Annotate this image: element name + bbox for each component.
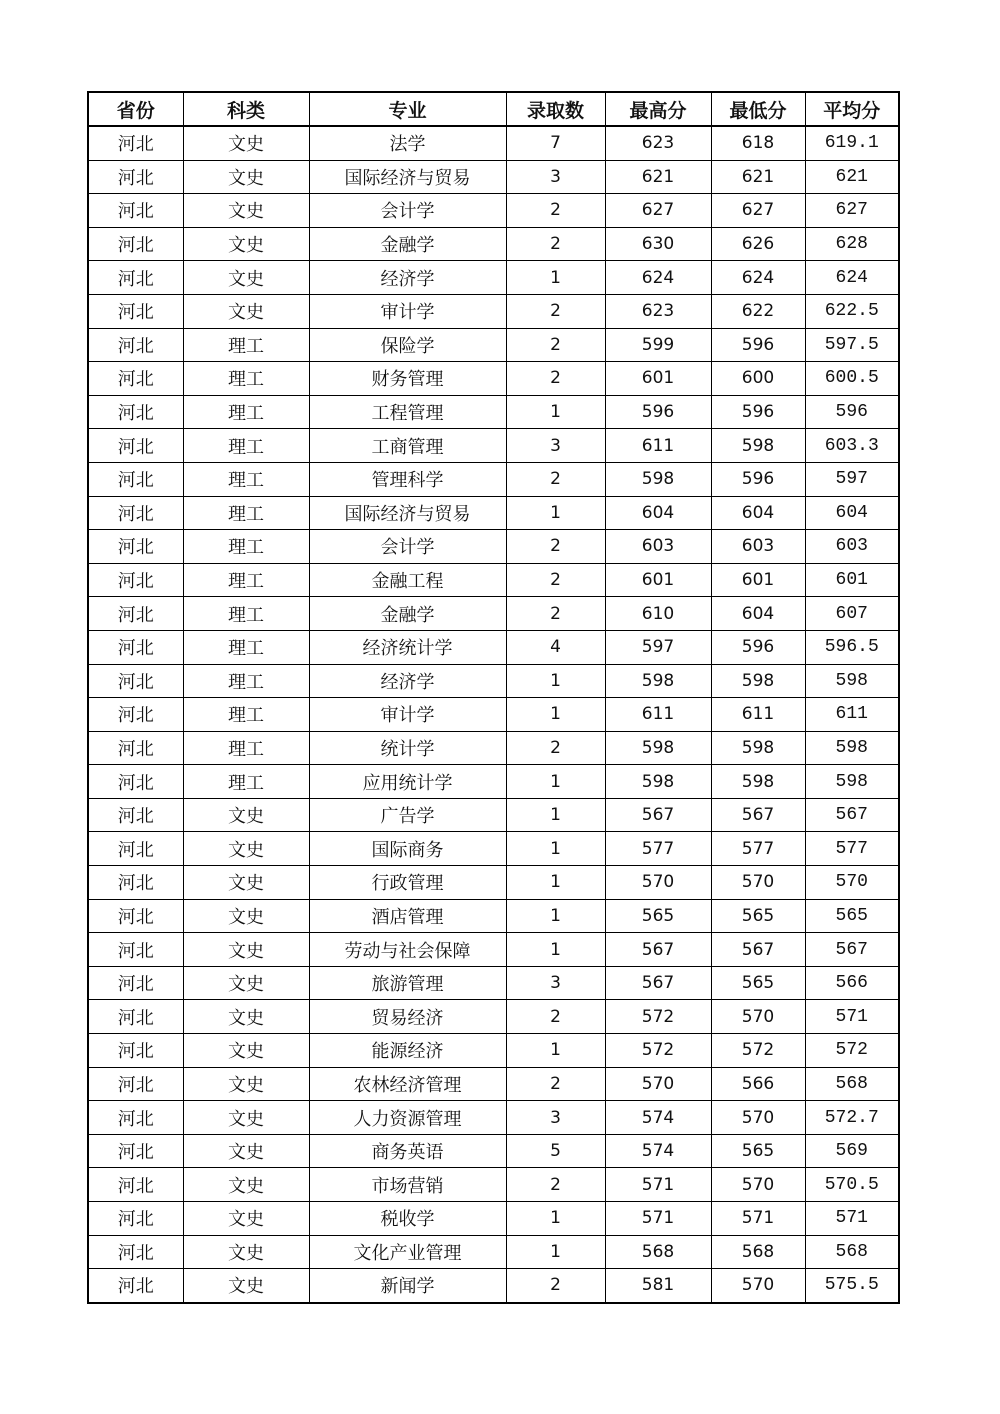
cell-category: 文史 bbox=[183, 1134, 309, 1168]
cell-major: 旅游管理 bbox=[309, 966, 506, 1000]
header-highest-score: 最高分 bbox=[605, 92, 711, 126]
cell-average-score: 600.5 bbox=[805, 362, 899, 396]
cell-admitted-count: 1 bbox=[506, 664, 605, 698]
cell-category: 理工 bbox=[183, 765, 309, 799]
cell-major: 会计学 bbox=[309, 194, 506, 228]
table-row bbox=[88, 899, 899, 933]
cell-province: 河北 bbox=[88, 866, 183, 900]
cell-average-score: 566 bbox=[805, 966, 899, 1000]
table-row bbox=[88, 160, 899, 194]
cell-highest-score: 581 bbox=[605, 1269, 711, 1303]
table-row bbox=[88, 429, 899, 463]
cell-category: 文史 bbox=[183, 1235, 309, 1269]
cell-average-score: 627 bbox=[805, 194, 899, 228]
cell-average-score: 575.5 bbox=[805, 1269, 899, 1303]
cell-lowest-score: 566 bbox=[711, 1067, 805, 1101]
cell-major: 经济学 bbox=[309, 664, 506, 698]
cell-category: 理工 bbox=[183, 328, 309, 362]
cell-lowest-score: 565 bbox=[711, 966, 805, 1000]
cell-lowest-score: 598 bbox=[711, 664, 805, 698]
cell-province: 河北 bbox=[88, 328, 183, 362]
cell-lowest-score: 626 bbox=[711, 227, 805, 261]
cell-major: 应用统计学 bbox=[309, 765, 506, 799]
cell-province: 河北 bbox=[88, 261, 183, 295]
header-major: 专业 bbox=[309, 92, 506, 126]
cell-average-score: 568 bbox=[805, 1235, 899, 1269]
cell-lowest-score: 570 bbox=[711, 1269, 805, 1303]
cell-admitted-count: 2 bbox=[506, 1269, 605, 1303]
table-row bbox=[88, 866, 899, 900]
cell-admitted-count: 2 bbox=[506, 1000, 605, 1034]
cell-province: 河北 bbox=[88, 429, 183, 463]
cell-major: 工程管理 bbox=[309, 395, 506, 429]
cell-major: 工商管理 bbox=[309, 429, 506, 463]
cell-highest-score: 574 bbox=[605, 1101, 711, 1135]
cell-category: 理工 bbox=[183, 664, 309, 698]
cell-major: 财务管理 bbox=[309, 362, 506, 396]
cell-lowest-score: 618 bbox=[711, 126, 805, 160]
cell-province: 河北 bbox=[88, 664, 183, 698]
admission-score-table bbox=[87, 91, 900, 1304]
cell-highest-score: 610 bbox=[605, 597, 711, 631]
cell-admitted-count: 2 bbox=[506, 563, 605, 597]
table-row bbox=[88, 798, 899, 832]
cell-province: 河北 bbox=[88, 1034, 183, 1068]
cell-province: 河北 bbox=[88, 1000, 183, 1034]
cell-highest-score: 621 bbox=[605, 160, 711, 194]
cell-highest-score: 601 bbox=[605, 362, 711, 396]
cell-category: 理工 bbox=[183, 731, 309, 765]
table-row bbox=[88, 1202, 899, 1236]
cell-lowest-score: 570 bbox=[711, 1101, 805, 1135]
cell-category: 文史 bbox=[183, 1269, 309, 1303]
cell-province: 河北 bbox=[88, 698, 183, 732]
cell-lowest-score: 570 bbox=[711, 1168, 805, 1202]
cell-highest-score: 611 bbox=[605, 429, 711, 463]
cell-lowest-score: 596 bbox=[711, 630, 805, 664]
cell-average-score: 622.5 bbox=[805, 294, 899, 328]
cell-admitted-count: 5 bbox=[506, 1134, 605, 1168]
cell-category: 理工 bbox=[183, 563, 309, 597]
cell-major: 保险学 bbox=[309, 328, 506, 362]
cell-admitted-count: 2 bbox=[506, 530, 605, 564]
cell-lowest-score: 596 bbox=[711, 395, 805, 429]
cell-province: 河北 bbox=[88, 933, 183, 967]
cell-province: 河北 bbox=[88, 1269, 183, 1303]
cell-category: 文史 bbox=[183, 126, 309, 160]
cell-province: 河北 bbox=[88, 530, 183, 564]
table-row bbox=[88, 698, 899, 732]
cell-admitted-count: 1 bbox=[506, 798, 605, 832]
cell-average-score: 570 bbox=[805, 866, 899, 900]
cell-major: 农林经济管理 bbox=[309, 1067, 506, 1101]
cell-average-score: 596 bbox=[805, 395, 899, 429]
cell-average-score: 568 bbox=[805, 1067, 899, 1101]
cell-major: 广告学 bbox=[309, 798, 506, 832]
cell-lowest-score: 596 bbox=[711, 462, 805, 496]
cell-highest-score: 571 bbox=[605, 1202, 711, 1236]
cell-admitted-count: 1 bbox=[506, 698, 605, 732]
cell-category: 理工 bbox=[183, 429, 309, 463]
cell-average-score: 565 bbox=[805, 899, 899, 933]
cell-category: 文史 bbox=[183, 194, 309, 228]
cell-average-score: 570.5 bbox=[805, 1168, 899, 1202]
table-row bbox=[88, 765, 899, 799]
cell-admitted-count: 1 bbox=[506, 933, 605, 967]
cell-admitted-count: 2 bbox=[506, 194, 605, 228]
cell-average-score: 597.5 bbox=[805, 328, 899, 362]
cell-admitted-count: 1 bbox=[506, 1034, 605, 1068]
cell-lowest-score: 598 bbox=[711, 765, 805, 799]
cell-lowest-score: 596 bbox=[711, 328, 805, 362]
cell-average-score: 572.7 bbox=[805, 1101, 899, 1135]
table-row bbox=[88, 462, 899, 496]
cell-admitted-count: 1 bbox=[506, 832, 605, 866]
cell-province: 河北 bbox=[88, 563, 183, 597]
cell-average-score: 628 bbox=[805, 227, 899, 261]
cell-province: 河北 bbox=[88, 1235, 183, 1269]
cell-category: 文史 bbox=[183, 1067, 309, 1101]
cell-lowest-score: 627 bbox=[711, 194, 805, 228]
cell-major: 审计学 bbox=[309, 294, 506, 328]
cell-category: 理工 bbox=[183, 630, 309, 664]
cell-highest-score: 567 bbox=[605, 798, 711, 832]
cell-admitted-count: 1 bbox=[506, 395, 605, 429]
cell-major: 国际商务 bbox=[309, 832, 506, 866]
cell-highest-score: 574 bbox=[605, 1134, 711, 1168]
cell-highest-score: 598 bbox=[605, 664, 711, 698]
table-row bbox=[88, 1235, 899, 1269]
cell-average-score: 611 bbox=[805, 698, 899, 732]
cell-category: 文史 bbox=[183, 1101, 309, 1135]
cell-average-score: 607 bbox=[805, 597, 899, 631]
table-row bbox=[88, 1168, 899, 1202]
cell-admitted-count: 3 bbox=[506, 429, 605, 463]
cell-province: 河北 bbox=[88, 1134, 183, 1168]
cell-category: 理工 bbox=[183, 496, 309, 530]
cell-average-score: 572 bbox=[805, 1034, 899, 1068]
cell-average-score: 621 bbox=[805, 160, 899, 194]
table-row bbox=[88, 966, 899, 1000]
cell-admitted-count: 2 bbox=[506, 462, 605, 496]
header-province: 省份 bbox=[88, 92, 183, 126]
cell-highest-score: 603 bbox=[605, 530, 711, 564]
cell-average-score: 624 bbox=[805, 261, 899, 295]
cell-average-score: 598 bbox=[805, 731, 899, 765]
cell-highest-score: 598 bbox=[605, 765, 711, 799]
cell-average-score: 598 bbox=[805, 765, 899, 799]
cell-category: 文史 bbox=[183, 899, 309, 933]
cell-lowest-score: 600 bbox=[711, 362, 805, 396]
cell-admitted-count: 2 bbox=[506, 597, 605, 631]
cell-admitted-count: 2 bbox=[506, 362, 605, 396]
cell-lowest-score: 572 bbox=[711, 1034, 805, 1068]
cell-province: 河北 bbox=[88, 496, 183, 530]
cell-province: 河北 bbox=[88, 1168, 183, 1202]
cell-category: 理工 bbox=[183, 462, 309, 496]
cell-admitted-count: 1 bbox=[506, 866, 605, 900]
cell-lowest-score: 565 bbox=[711, 899, 805, 933]
cell-average-score: 601 bbox=[805, 563, 899, 597]
cell-admitted-count: 1 bbox=[506, 261, 605, 295]
header-lowest-score: 最低分 bbox=[711, 92, 805, 126]
cell-lowest-score: 611 bbox=[711, 698, 805, 732]
cell-average-score: 597 bbox=[805, 462, 899, 496]
cell-major: 国际经济与贸易 bbox=[309, 160, 506, 194]
table-row bbox=[88, 395, 899, 429]
cell-major: 经济学 bbox=[309, 261, 506, 295]
cell-lowest-score: 624 bbox=[711, 261, 805, 295]
cell-category: 文史 bbox=[183, 160, 309, 194]
cell-lowest-score: 567 bbox=[711, 933, 805, 967]
cell-admitted-count: 2 bbox=[506, 294, 605, 328]
cell-province: 河北 bbox=[88, 294, 183, 328]
cell-average-score: 604 bbox=[805, 496, 899, 530]
table-row bbox=[88, 362, 899, 396]
cell-lowest-score: 604 bbox=[711, 496, 805, 530]
cell-admitted-count: 1 bbox=[506, 765, 605, 799]
cell-admitted-count: 2 bbox=[506, 1067, 605, 1101]
cell-average-score: 571 bbox=[805, 1202, 899, 1236]
cell-lowest-score: 604 bbox=[711, 597, 805, 631]
cell-major: 市场营销 bbox=[309, 1168, 506, 1202]
cell-admitted-count: 1 bbox=[506, 899, 605, 933]
cell-province: 河北 bbox=[88, 1067, 183, 1101]
cell-highest-score: 570 bbox=[605, 866, 711, 900]
cell-major: 人力资源管理 bbox=[309, 1101, 506, 1135]
cell-major: 会计学 bbox=[309, 530, 506, 564]
cell-average-score: 571 bbox=[805, 1000, 899, 1034]
cell-province: 河北 bbox=[88, 899, 183, 933]
cell-highest-score: 611 bbox=[605, 698, 711, 732]
cell-lowest-score: 621 bbox=[711, 160, 805, 194]
table-row bbox=[88, 1134, 899, 1168]
cell-lowest-score: 570 bbox=[711, 1000, 805, 1034]
cell-lowest-score: 570 bbox=[711, 866, 805, 900]
cell-highest-score: 597 bbox=[605, 630, 711, 664]
cell-province: 河北 bbox=[88, 765, 183, 799]
cell-major: 金融学 bbox=[309, 597, 506, 631]
cell-major: 商务英语 bbox=[309, 1134, 506, 1168]
cell-category: 文史 bbox=[183, 933, 309, 967]
cell-category: 文史 bbox=[183, 966, 309, 1000]
cell-category: 文史 bbox=[183, 294, 309, 328]
table-row bbox=[88, 630, 899, 664]
cell-highest-score: 599 bbox=[605, 328, 711, 362]
table-row bbox=[88, 496, 899, 530]
cell-average-score: 619.1 bbox=[805, 126, 899, 160]
cell-admitted-count: 1 bbox=[506, 496, 605, 530]
header-admitted-count: 录取数 bbox=[506, 92, 605, 126]
table-row bbox=[88, 1000, 899, 1034]
cell-major: 审计学 bbox=[309, 698, 506, 732]
cell-province: 河北 bbox=[88, 126, 183, 160]
cell-category: 文史 bbox=[183, 1034, 309, 1068]
cell-category: 理工 bbox=[183, 698, 309, 732]
cell-highest-score: 627 bbox=[605, 194, 711, 228]
table-row bbox=[88, 731, 899, 765]
cell-lowest-score: 571 bbox=[711, 1202, 805, 1236]
cell-province: 河北 bbox=[88, 832, 183, 866]
cell-major: 经济统计学 bbox=[309, 630, 506, 664]
cell-admitted-count: 2 bbox=[506, 328, 605, 362]
cell-major: 国际经济与贸易 bbox=[309, 496, 506, 530]
cell-average-score: 567 bbox=[805, 933, 899, 967]
cell-admitted-count: 2 bbox=[506, 227, 605, 261]
cell-lowest-score: 598 bbox=[711, 731, 805, 765]
cell-highest-score: 604 bbox=[605, 496, 711, 530]
header-row bbox=[88, 92, 899, 126]
cell-average-score: 598 bbox=[805, 664, 899, 698]
cell-highest-score: 630 bbox=[605, 227, 711, 261]
cell-highest-score: 623 bbox=[605, 126, 711, 160]
cell-major: 能源经济 bbox=[309, 1034, 506, 1068]
cell-major: 金融学 bbox=[309, 227, 506, 261]
cell-highest-score: 570 bbox=[605, 1067, 711, 1101]
cell-highest-score: 601 bbox=[605, 563, 711, 597]
cell-major: 文化产业管理 bbox=[309, 1235, 506, 1269]
cell-average-score: 596.5 bbox=[805, 630, 899, 664]
cell-highest-score: 596 bbox=[605, 395, 711, 429]
cell-highest-score: 565 bbox=[605, 899, 711, 933]
table-row bbox=[88, 227, 899, 261]
cell-province: 河北 bbox=[88, 194, 183, 228]
cell-highest-score: 577 bbox=[605, 832, 711, 866]
cell-major: 新闻学 bbox=[309, 1269, 506, 1303]
cell-category: 理工 bbox=[183, 395, 309, 429]
cell-highest-score: 571 bbox=[605, 1168, 711, 1202]
cell-major: 税收学 bbox=[309, 1202, 506, 1236]
cell-major: 统计学 bbox=[309, 731, 506, 765]
cell-province: 河北 bbox=[88, 1101, 183, 1135]
cell-admitted-count: 3 bbox=[506, 1101, 605, 1135]
table-row bbox=[88, 294, 899, 328]
cell-lowest-score: 622 bbox=[711, 294, 805, 328]
table-row bbox=[88, 1034, 899, 1068]
table-row bbox=[88, 1067, 899, 1101]
cell-admitted-count: 2 bbox=[506, 1168, 605, 1202]
table-row bbox=[88, 832, 899, 866]
cell-province: 河北 bbox=[88, 395, 183, 429]
cell-admitted-count: 2 bbox=[506, 731, 605, 765]
cell-category: 文史 bbox=[183, 1000, 309, 1034]
cell-lowest-score: 567 bbox=[711, 798, 805, 832]
cell-province: 河北 bbox=[88, 1202, 183, 1236]
cell-admitted-count: 4 bbox=[506, 630, 605, 664]
cell-major: 法学 bbox=[309, 126, 506, 160]
cell-major: 贸易经济 bbox=[309, 1000, 506, 1034]
cell-highest-score: 567 bbox=[605, 966, 711, 1000]
table-row bbox=[88, 1269, 899, 1303]
cell-admitted-count: 7 bbox=[506, 126, 605, 160]
cell-average-score: 577 bbox=[805, 832, 899, 866]
table-row bbox=[88, 597, 899, 631]
cell-major: 劳动与社会保障 bbox=[309, 933, 506, 967]
cell-category: 文史 bbox=[183, 227, 309, 261]
table-row bbox=[88, 530, 899, 564]
cell-highest-score: 598 bbox=[605, 731, 711, 765]
table-row bbox=[88, 328, 899, 362]
cell-province: 河北 bbox=[88, 462, 183, 496]
cell-highest-score: 567 bbox=[605, 933, 711, 967]
header-category: 科类 bbox=[183, 92, 309, 126]
cell-province: 河北 bbox=[88, 630, 183, 664]
cell-major: 管理科学 bbox=[309, 462, 506, 496]
cell-province: 河北 bbox=[88, 160, 183, 194]
cell-highest-score: 624 bbox=[605, 261, 711, 295]
cell-admitted-count: 1 bbox=[506, 1202, 605, 1236]
cell-average-score: 569 bbox=[805, 1134, 899, 1168]
cell-average-score: 567 bbox=[805, 798, 899, 832]
cell-province: 河北 bbox=[88, 966, 183, 1000]
cell-highest-score: 572 bbox=[605, 1034, 711, 1068]
cell-province: 河北 bbox=[88, 597, 183, 631]
cell-average-score: 603.3 bbox=[805, 429, 899, 463]
cell-category: 文史 bbox=[183, 1202, 309, 1236]
cell-category: 文史 bbox=[183, 261, 309, 295]
cell-lowest-score: 568 bbox=[711, 1235, 805, 1269]
cell-average-score: 603 bbox=[805, 530, 899, 564]
table-row bbox=[88, 933, 899, 967]
cell-highest-score: 623 bbox=[605, 294, 711, 328]
cell-category: 文史 bbox=[183, 798, 309, 832]
cell-province: 河北 bbox=[88, 227, 183, 261]
cell-major: 酒店管理 bbox=[309, 899, 506, 933]
cell-lowest-score: 603 bbox=[711, 530, 805, 564]
table-row bbox=[88, 1101, 899, 1135]
cell-province: 河北 bbox=[88, 731, 183, 765]
cell-major: 行政管理 bbox=[309, 866, 506, 900]
header-average-score: 平均分 bbox=[805, 92, 899, 126]
cell-highest-score: 598 bbox=[605, 462, 711, 496]
cell-admitted-count: 1 bbox=[506, 1235, 605, 1269]
cell-category: 文史 bbox=[183, 1168, 309, 1202]
cell-category: 理工 bbox=[183, 362, 309, 396]
cell-province: 河北 bbox=[88, 362, 183, 396]
cell-category: 理工 bbox=[183, 597, 309, 631]
table-row bbox=[88, 194, 899, 228]
table-row bbox=[88, 664, 899, 698]
cell-lowest-score: 601 bbox=[711, 563, 805, 597]
cell-lowest-score: 577 bbox=[711, 832, 805, 866]
cell-major: 金融工程 bbox=[309, 563, 506, 597]
cell-lowest-score: 565 bbox=[711, 1134, 805, 1168]
table-body bbox=[88, 126, 899, 1303]
cell-category: 理工 bbox=[183, 530, 309, 564]
cell-lowest-score: 598 bbox=[711, 429, 805, 463]
cell-highest-score: 572 bbox=[605, 1000, 711, 1034]
cell-category: 文史 bbox=[183, 832, 309, 866]
table-row bbox=[88, 126, 899, 160]
table-row bbox=[88, 563, 899, 597]
cell-highest-score: 568 bbox=[605, 1235, 711, 1269]
cell-category: 文史 bbox=[183, 866, 309, 900]
cell-admitted-count: 3 bbox=[506, 160, 605, 194]
table-row bbox=[88, 261, 899, 295]
cell-admitted-count: 3 bbox=[506, 966, 605, 1000]
cell-province: 河北 bbox=[88, 798, 183, 832]
